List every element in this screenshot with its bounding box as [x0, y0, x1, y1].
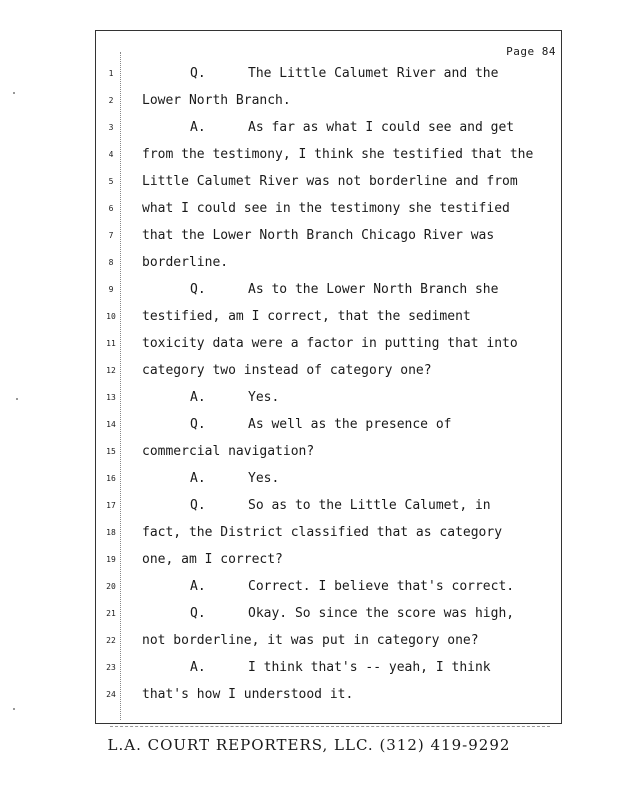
transcript-line — [0, 309, 560, 329]
line-number: 19 — [106, 555, 116, 564]
line-number: 13 — [106, 393, 116, 402]
line-text: Correct. I believe that's correct. — [248, 579, 515, 594]
line-number: 14 — [106, 420, 116, 429]
transcript-line — [0, 228, 560, 248]
line-number: 9 — [108, 285, 114, 294]
transcript-line — [0, 93, 560, 113]
line-number: 20 — [106, 582, 116, 591]
line-number: 16 — [106, 474, 116, 483]
transcript-line — [0, 579, 560, 599]
line-text: borderline. — [142, 255, 229, 270]
transcript-line — [0, 660, 560, 680]
line-text: I think that's -- yeah, I think — [248, 660, 491, 675]
speaker-label: A. — [190, 660, 206, 675]
scan-speck — [13, 92, 15, 94]
line-number: 2 — [108, 96, 114, 105]
transcript-line — [0, 471, 560, 491]
line-number: 15 — [106, 447, 116, 456]
line-number: 3 — [108, 123, 114, 132]
line-text: fact, the District classified that as category — [142, 525, 503, 540]
line-number: 11 — [106, 339, 116, 348]
transcript-line — [0, 633, 560, 653]
line-number: 23 — [106, 663, 116, 672]
transcript-line — [0, 120, 560, 140]
line-number: 17 — [106, 501, 116, 510]
line-text: Yes. — [248, 390, 280, 405]
line-text: that's how I understood it. — [142, 687, 354, 702]
transcript-line — [0, 66, 560, 86]
line-text: The Little Calumet River and the — [248, 66, 499, 81]
transcript-line — [0, 525, 560, 545]
line-number: 5 — [108, 177, 114, 186]
transcript-line — [0, 552, 560, 572]
line-text: testified, am I correct, that the sediment — [142, 309, 471, 324]
page-number: Page 84 — [506, 45, 556, 58]
speaker-label: A. — [190, 120, 206, 135]
line-number: 24 — [106, 690, 116, 699]
transcript-line — [0, 606, 560, 626]
line-number: 6 — [108, 204, 114, 213]
transcript-line — [0, 147, 560, 167]
line-text: As well as the presence of — [248, 417, 452, 432]
line-text: toxicity data were a factor in putting that into — [142, 336, 518, 351]
line-number: 18 — [106, 528, 116, 537]
line-text: Yes. — [248, 471, 280, 486]
line-text: one, am I correct? — [142, 552, 283, 567]
transcript-line — [0, 174, 560, 194]
transcript-line — [0, 336, 560, 356]
line-text: As far as what I could see and get — [248, 120, 515, 135]
speaker-label: Q. — [190, 498, 206, 513]
line-number: 22 — [106, 636, 116, 645]
footer-rule — [110, 726, 550, 727]
line-number: 10 — [106, 312, 116, 321]
line-number: 21 — [106, 609, 116, 618]
speaker-label: Q. — [190, 282, 206, 297]
line-text: As to the Lower North Branch she — [248, 282, 499, 297]
speaker-label: Q. — [190, 66, 206, 81]
line-text: that the Lower North Branch Chicago River was — [142, 228, 495, 243]
line-number: 12 — [106, 366, 116, 375]
line-text: So as to the Little Calumet, in — [248, 498, 491, 513]
scan-speck — [16, 398, 18, 400]
line-number: 1 — [108, 69, 114, 78]
line-text: not borderline, it was put in category one? — [142, 633, 479, 648]
transcript-line — [0, 201, 560, 221]
line-text: from the testimony, I think she testified that the — [142, 147, 534, 162]
line-number: 7 — [108, 231, 114, 240]
line-text: Lower North Branch. — [142, 93, 291, 108]
line-text: Little Calumet River was not borderline and from — [142, 174, 518, 189]
transcript-line — [0, 444, 560, 464]
line-number: 8 — [108, 258, 114, 267]
transcript-line — [0, 255, 560, 275]
line-text: commercial navigation? — [142, 444, 315, 459]
transcript-line — [0, 417, 560, 437]
transcript-line — [0, 687, 560, 707]
reporter-footer: L.A. COURT REPORTERS, LLC. (312) 419-9292 — [107, 736, 511, 754]
transcript-line — [0, 363, 560, 383]
line-text: what I could see in the testimony she testified — [142, 201, 510, 216]
transcript-line — [0, 390, 560, 410]
speaker-label: Q. — [190, 606, 206, 621]
transcript-line — [0, 498, 560, 518]
speaker-label: A. — [190, 471, 206, 486]
line-text: Okay. So since the score was high, — [248, 606, 515, 621]
speaker-label: A. — [190, 579, 206, 594]
speaker-label: A. — [190, 390, 206, 405]
transcript-line — [0, 282, 560, 302]
line-text: category two instead of category one? — [142, 363, 432, 378]
scan-speck — [13, 708, 15, 710]
speaker-label: Q. — [190, 417, 206, 432]
line-number: 4 — [108, 150, 114, 159]
